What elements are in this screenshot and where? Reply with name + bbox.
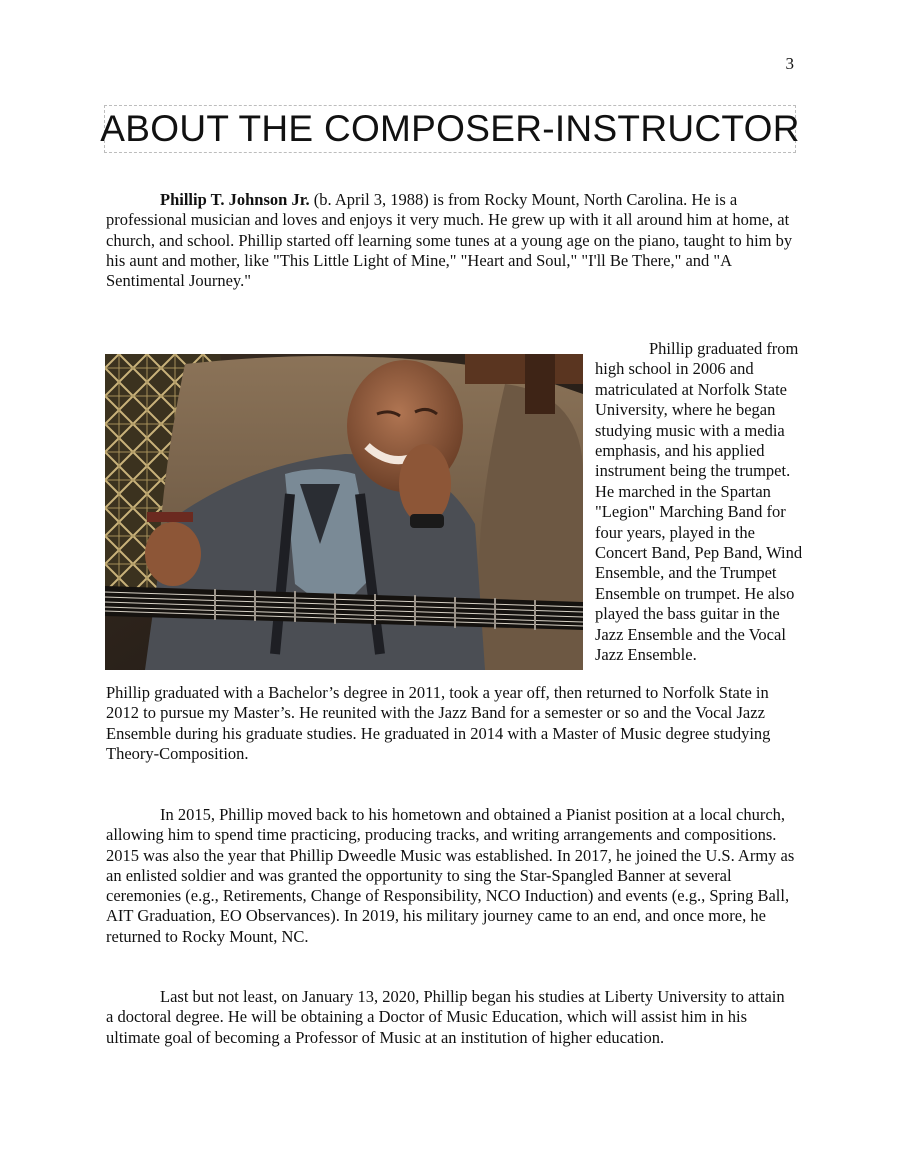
military-paragraph bbox=[106, 805, 796, 947]
education-continued-paragraph bbox=[106, 683, 796, 764]
education-continued-text: Phillip graduated with a Bachelor’s degree in 2011, took a year off, then returned to Norfolk State in 2012 to pursue my Master’s. He reunited with the Jazz Band for a semester or so and the Vocal Jazz Ensemble during his graduate studies. He graduated in 2014 with a Master of Music degree studying Theory-Composition. bbox=[106, 683, 771, 763]
page-title: ABOUT THE COMPOSER-INSTRUCTOR bbox=[100, 108, 800, 149]
education-side-text: Phillip graduated from high school in 2006 and matriculated at Norfolk State University, where he began studying music with a media emphasis, and his applied instrument being the trumpet. He marched in the Spartan "Legion" Marching Band for four years, played in the Concert Band, Pep Band, Wind Ensemble, and the Trumpet Ensemble on trumpet. He also played the bass guitar in the Jazz Ensemble and the Vocal Jazz Ensemble. bbox=[595, 339, 803, 665]
composer-photo bbox=[105, 354, 583, 670]
intro-paragraph bbox=[106, 190, 796, 291]
page-number: 3 bbox=[785, 54, 794, 73]
intro-text: (b. April 3, 1988) is from Rocky Mount, North Carolina. He is a professional musician and loves and enjoys it very much. He grew up with it all around him at home, at church, and school. Phillip started off learning some tunes at a young age on the piano, taught to him by his aunt and mother, like "This Little Light of Mine," "Heart and Soul," "I'll Be There," and "A Sentimental Journey." bbox=[106, 190, 793, 291]
military-text: In 2015, Phillip moved back to his hometown and obtained a Pianist position at a local church, allowing him to spend time practicing, producing tracks, and writing arrangements and compositions. 2015 was also the year that Phillip Dweedle Music was established. In 2017, he joined the U.S. Army as an enlisted soldier and was granted the opportunity to sing the Star-Spangled Banner at several ceremonies (e.g., Retirements, Change of Responsibility, NCO Induction) and events (e.g., Spring Ball, AIT Graduation, EO Observances). In 2019, his military journey came to an end, and once more, he returned to Rocky Mount, NC. bbox=[106, 805, 795, 946]
closing-paragraph bbox=[106, 987, 796, 1048]
composer-name: Phillip T. Johnson Jr. bbox=[160, 190, 310, 209]
title-box bbox=[100, 105, 800, 153]
closing-text: Last but not least, on January 13, 2020, Phillip began his studies at Liberty University to attain a doctoral degree. He will be obtaining a Doctor of Music Education, which will assist him in his ultimate goal of becoming a Professor of Music at an institution of higher education. bbox=[106, 987, 785, 1047]
education-side-paragraph bbox=[595, 339, 805, 666]
